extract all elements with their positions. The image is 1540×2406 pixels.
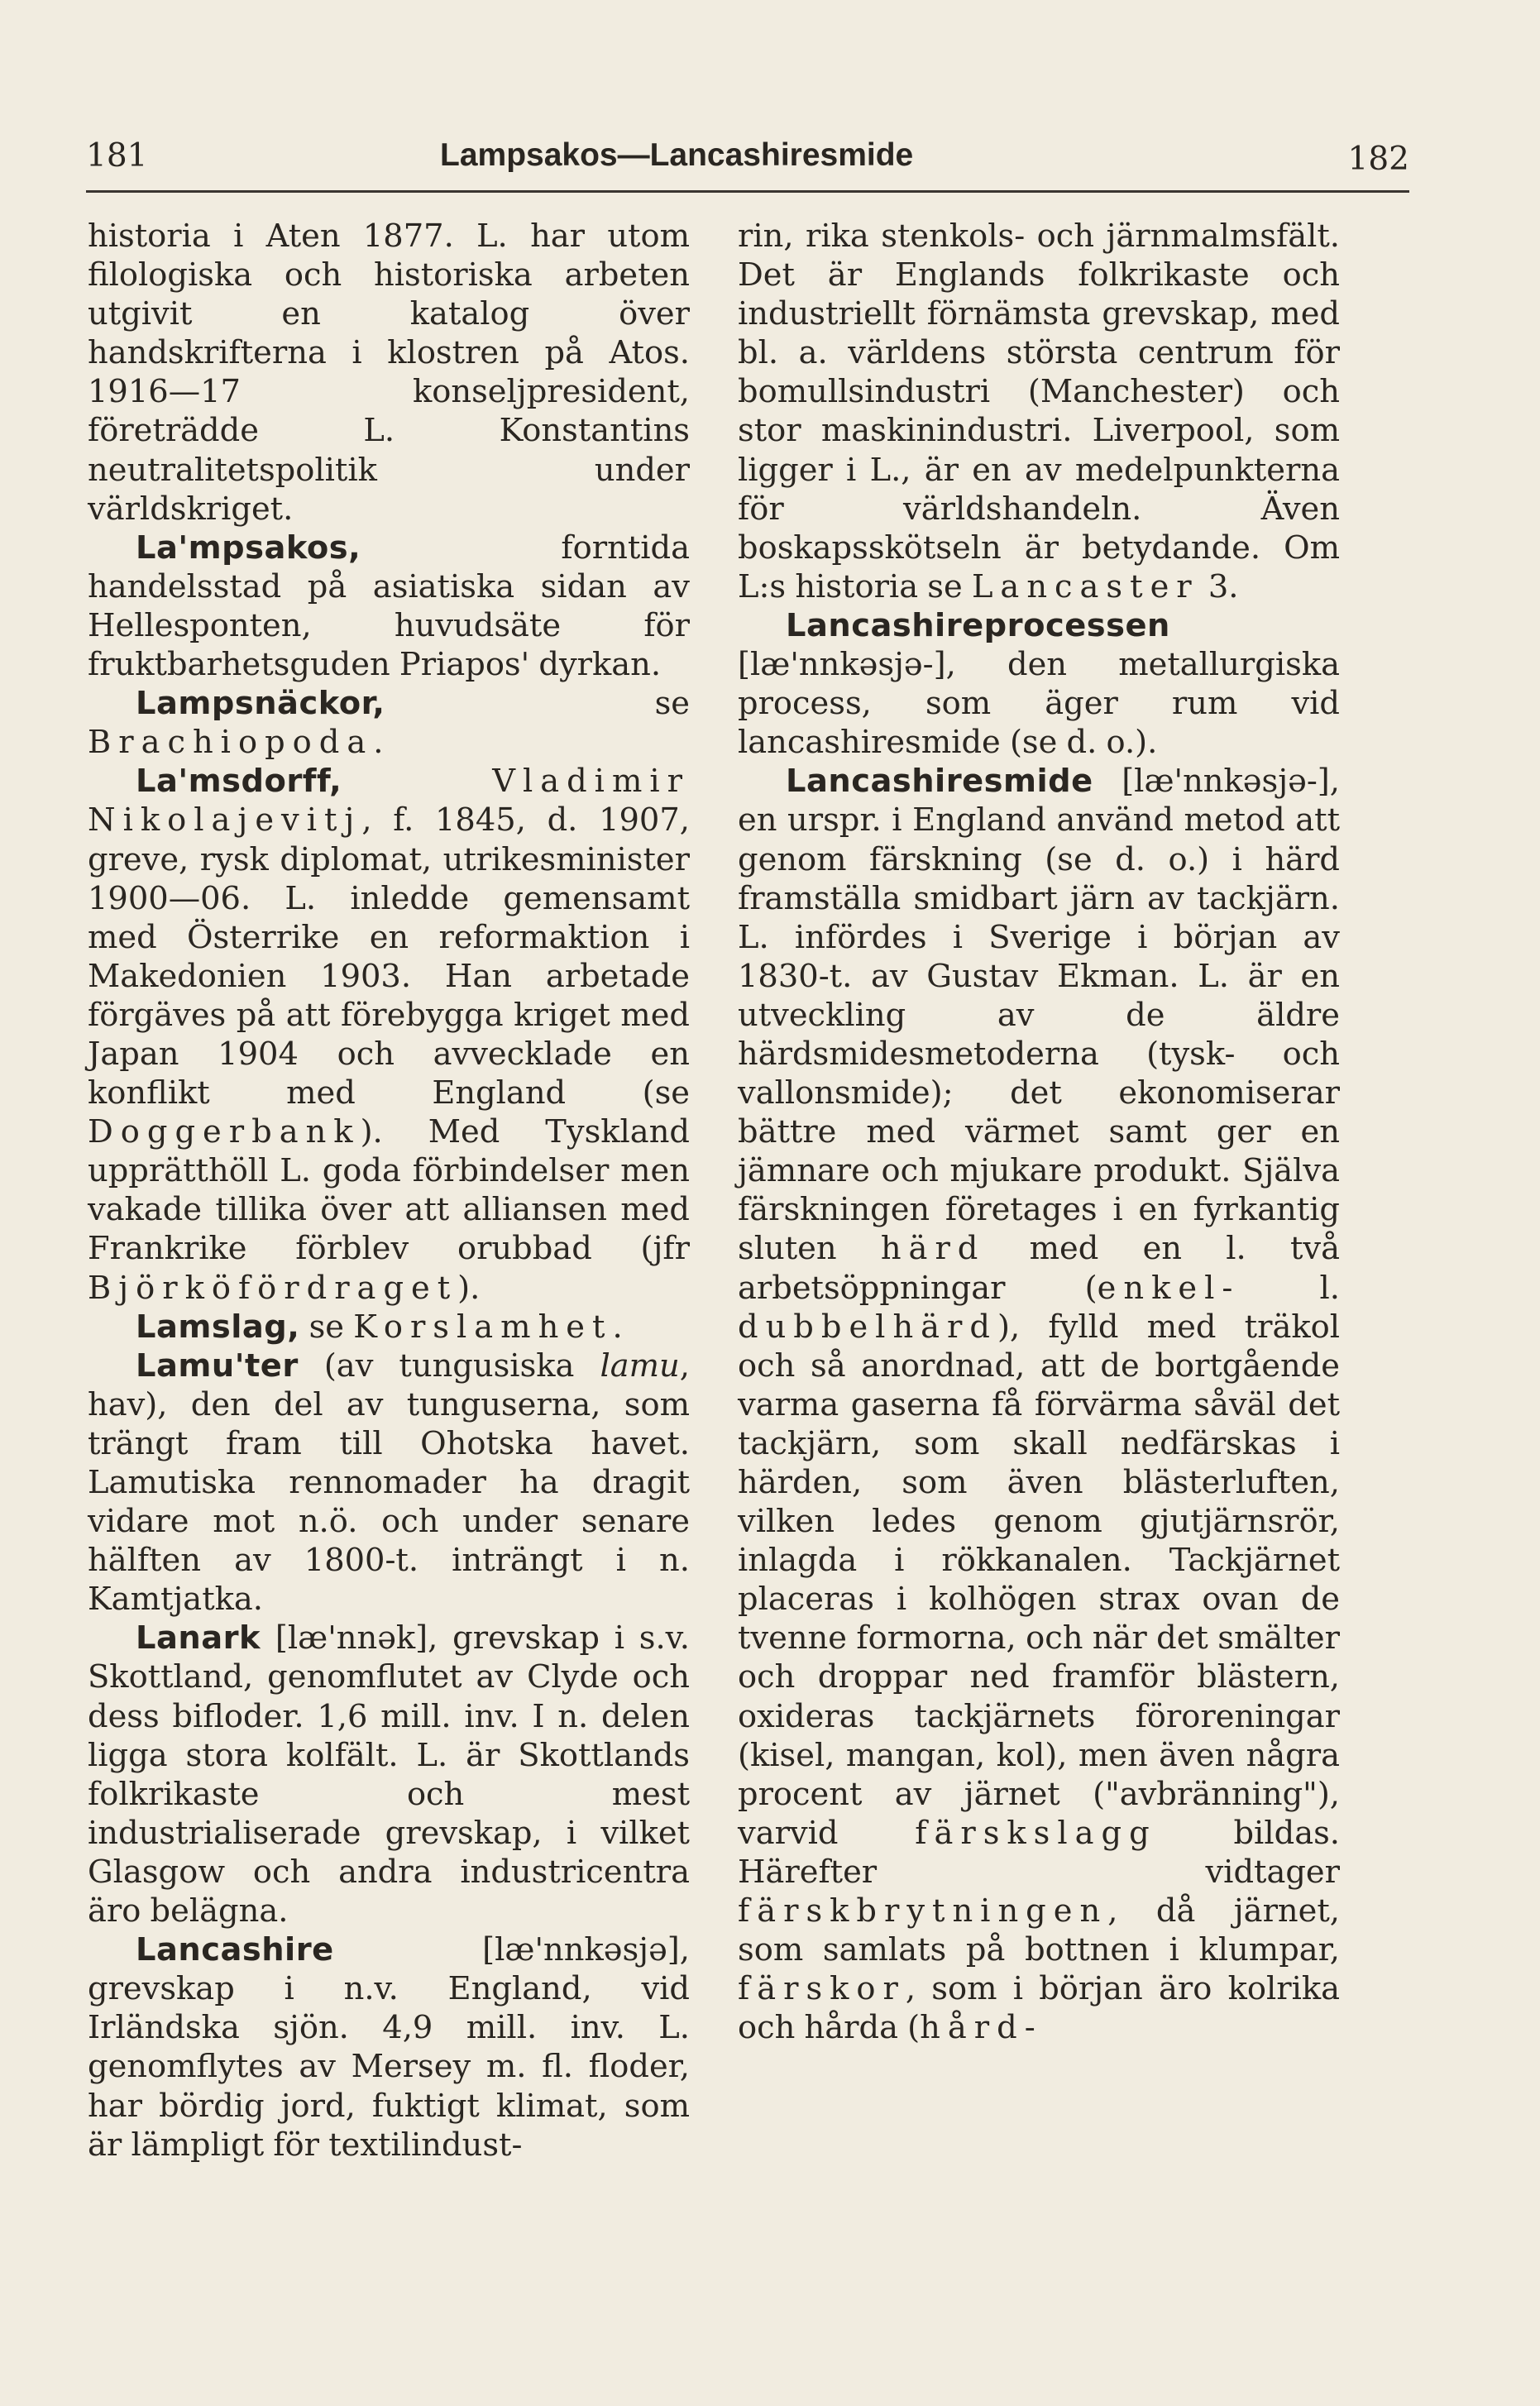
page-number-right: 182 xyxy=(1347,141,1409,178)
entry-text: l. xyxy=(1240,1269,1340,1307)
headword: Lancashire xyxy=(136,1931,334,1969)
entry-text: (av tungusiska xyxy=(298,1346,600,1385)
entry-text: ). Med Tyskland upprätthöll L. goda förbindelser men vakade tillika över att alliansen med Frankrike förblev orubbad (jfr xyxy=(88,1113,690,1268)
spaced-term: härd xyxy=(880,1230,986,1268)
headword: La'mpsakos, xyxy=(136,529,361,567)
entry-text: med en l. två arbetsöppningar ( xyxy=(738,1230,1340,1307)
entry-continuation xyxy=(738,217,1340,606)
spaced-term: färskor xyxy=(738,1970,906,2008)
cross-reference: Brachiopoda xyxy=(88,724,374,762)
entry-text: [læ'nnək], grevskap i s.v. Skottland, genomflutet av Clyde och dess bifloder. 1,6 mill. inv. I n. delen ligga stora kolfält. L. är Skottlands folkrikaste och mest industrialiserade grevskap, i vilket Glasgow och andra industricentra äro belägna. xyxy=(88,1619,690,1930)
headword: Lancashiresmide xyxy=(786,763,1093,801)
entry-text: . xyxy=(612,1308,623,1346)
cross-reference: Lancaster xyxy=(971,567,1199,605)
entry-text: [læ'nnkəsjə-], en urspr. i England använd metod att genom färskning (se d. o.) i härd framställa smidbart järn av tackjärn. L. infördes i Sverige i början av 1830-t. av Gustav Ekman. L. är en utveckling av de äldre härdsmidesmetoderna (tysk- och vallonsmide); det ekonomiserar bättre med värmet samt ger en jämnare och mjukare produkt. Själva färskningen företages i en fyrkantig sluten xyxy=(738,763,1340,1268)
entry-text: , f. 1845, d. 1907, greve, rysk diplomat, utrikesminister 1900—06. L. inledde gemensamt med Österrike en reformaktion i Makedonien 1903. Han arbetade förgäves på att förebygga kriget med Japan 1904 och avvecklade en konflikt med England (se xyxy=(88,801,690,1112)
entry-text: . xyxy=(373,724,384,762)
entry-text: ), fylld med träkol och så anordnad, att de bortgående varma gaserna få förvärma såväl det tackjärn, som skall nedfärskas i härden, som även blästerluften, vilken ledes genom gjutjärnsrör, inlagda i rökkanalen. Tackjärnet placeras i kolhögen strax ovan de tvenne formorna, och när det smälter och droppar ned framför blästern, oxideras tackjärnets föroreningar (kisel, mangan, kol), men även några procent av järnet ("avbränning"), varvid xyxy=(738,1308,1340,1852)
entry-text: se xyxy=(299,1308,354,1346)
entry-text: historia i Aten 1877. L. har utom filologiska och historiska arbeten utgivit en katalog över handskrifterna i klostren på Atos. 1916—17 konseljpresident, företrädde L. Konstantins neutralitetspolitik under världskriget. xyxy=(88,218,690,528)
entry-lampsnackor xyxy=(88,684,690,762)
headword: Lamslag, xyxy=(136,1308,300,1346)
entry-lamsdorff xyxy=(88,762,690,1307)
right-column xyxy=(738,217,1340,2047)
page-title: Lampsakos—Lancashiresmide xyxy=(440,137,914,173)
entry-text: [læ'nnkəsjə-], den metallurgiska process, som äger rum vid lancashiresmide (se d. o.). xyxy=(738,646,1340,762)
entry-text: , då järnet, som samlats på bottnen i klumpar, xyxy=(738,1892,1340,1969)
entry-lamuter xyxy=(88,1346,690,1619)
entry-lancashire xyxy=(88,1930,690,2164)
entry-text: [læ'nnkəsjə], grevskap i n.v. England, vid Irländska sjön. 4,9 mill. inv. L. genomflytes av Mersey m. fl. floder, har bördig jord, fuktigt klimat, som är lämpligt för textilindust- xyxy=(88,1931,690,2164)
spaced-term: hård- xyxy=(920,2009,1043,2047)
entry-text: bildas. Härefter vidtager xyxy=(738,1814,1340,1891)
entry-lamslag xyxy=(88,1308,690,1346)
entry-text xyxy=(342,763,492,800)
entry-lancashireprocessen xyxy=(738,606,1340,762)
spaced-term: enkel- xyxy=(1097,1269,1241,1307)
spaced-name: Vladimir Nikolajevitj xyxy=(88,763,690,839)
headword: Lamu'ter xyxy=(136,1346,299,1385)
spaced-term: färskslagg xyxy=(915,1814,1157,1852)
entry-lampsakos xyxy=(88,529,690,684)
entry-lanark xyxy=(88,1619,690,1930)
spaced-term: färskbrytningen xyxy=(738,1892,1108,1930)
left-column xyxy=(88,217,690,2164)
spaced-term: dubbelhärd xyxy=(738,1308,997,1346)
entry-text: , som i början äro kolrika och hårda ( xyxy=(738,1970,1340,2047)
italic-term: lamu xyxy=(600,1346,680,1385)
headword: La'msdorff, xyxy=(136,763,342,801)
entry-text: se xyxy=(385,685,690,723)
entry-text: 3. xyxy=(1198,567,1239,605)
headword: Lampsnäckor, xyxy=(136,685,385,723)
cross-reference: Doggerbank xyxy=(88,1113,361,1151)
cross-reference: Björköfördraget xyxy=(88,1269,458,1307)
header-rule xyxy=(86,190,1409,193)
running-header xyxy=(86,131,1409,184)
entry-text: ). xyxy=(457,1269,481,1307)
headword: Lancashireprocessen xyxy=(786,606,1170,644)
entry-text: forntida handelsstad på asiatiska sidan av Hellesponten, huvudsäte för fruktbarhetsguden Priapos' dyrkan. xyxy=(88,529,690,684)
entry-text: , hav), den del av tunguserna, som trängt fram till Ohotska havet. Lamutiska rennomader ha dragit vidare mot n.ö. och under senare hälften av 1800-t. inträngt i n. Kamtjatka. xyxy=(88,1346,690,1619)
headword: Lanark xyxy=(136,1619,261,1657)
entry-lancashiresmide xyxy=(738,762,1340,2047)
page-number-left: 181 xyxy=(86,137,148,175)
entry-text: rin, rika stenkols- och järnmalmsfält. Det är Englands folkrikaste och industriellt förnämsta grevskap, med bl. a. världens största centrum för bomullsindustri (Manchester) och stor maskinindustri. Liverpool, som ligger i L., är en av medelpunkterna för världshandeln. Även boskapsskötseln är betydande. Om L:s historia se xyxy=(738,218,1340,605)
cross-reference: Korslamhet xyxy=(353,1308,613,1346)
entry-continuation xyxy=(88,217,690,529)
